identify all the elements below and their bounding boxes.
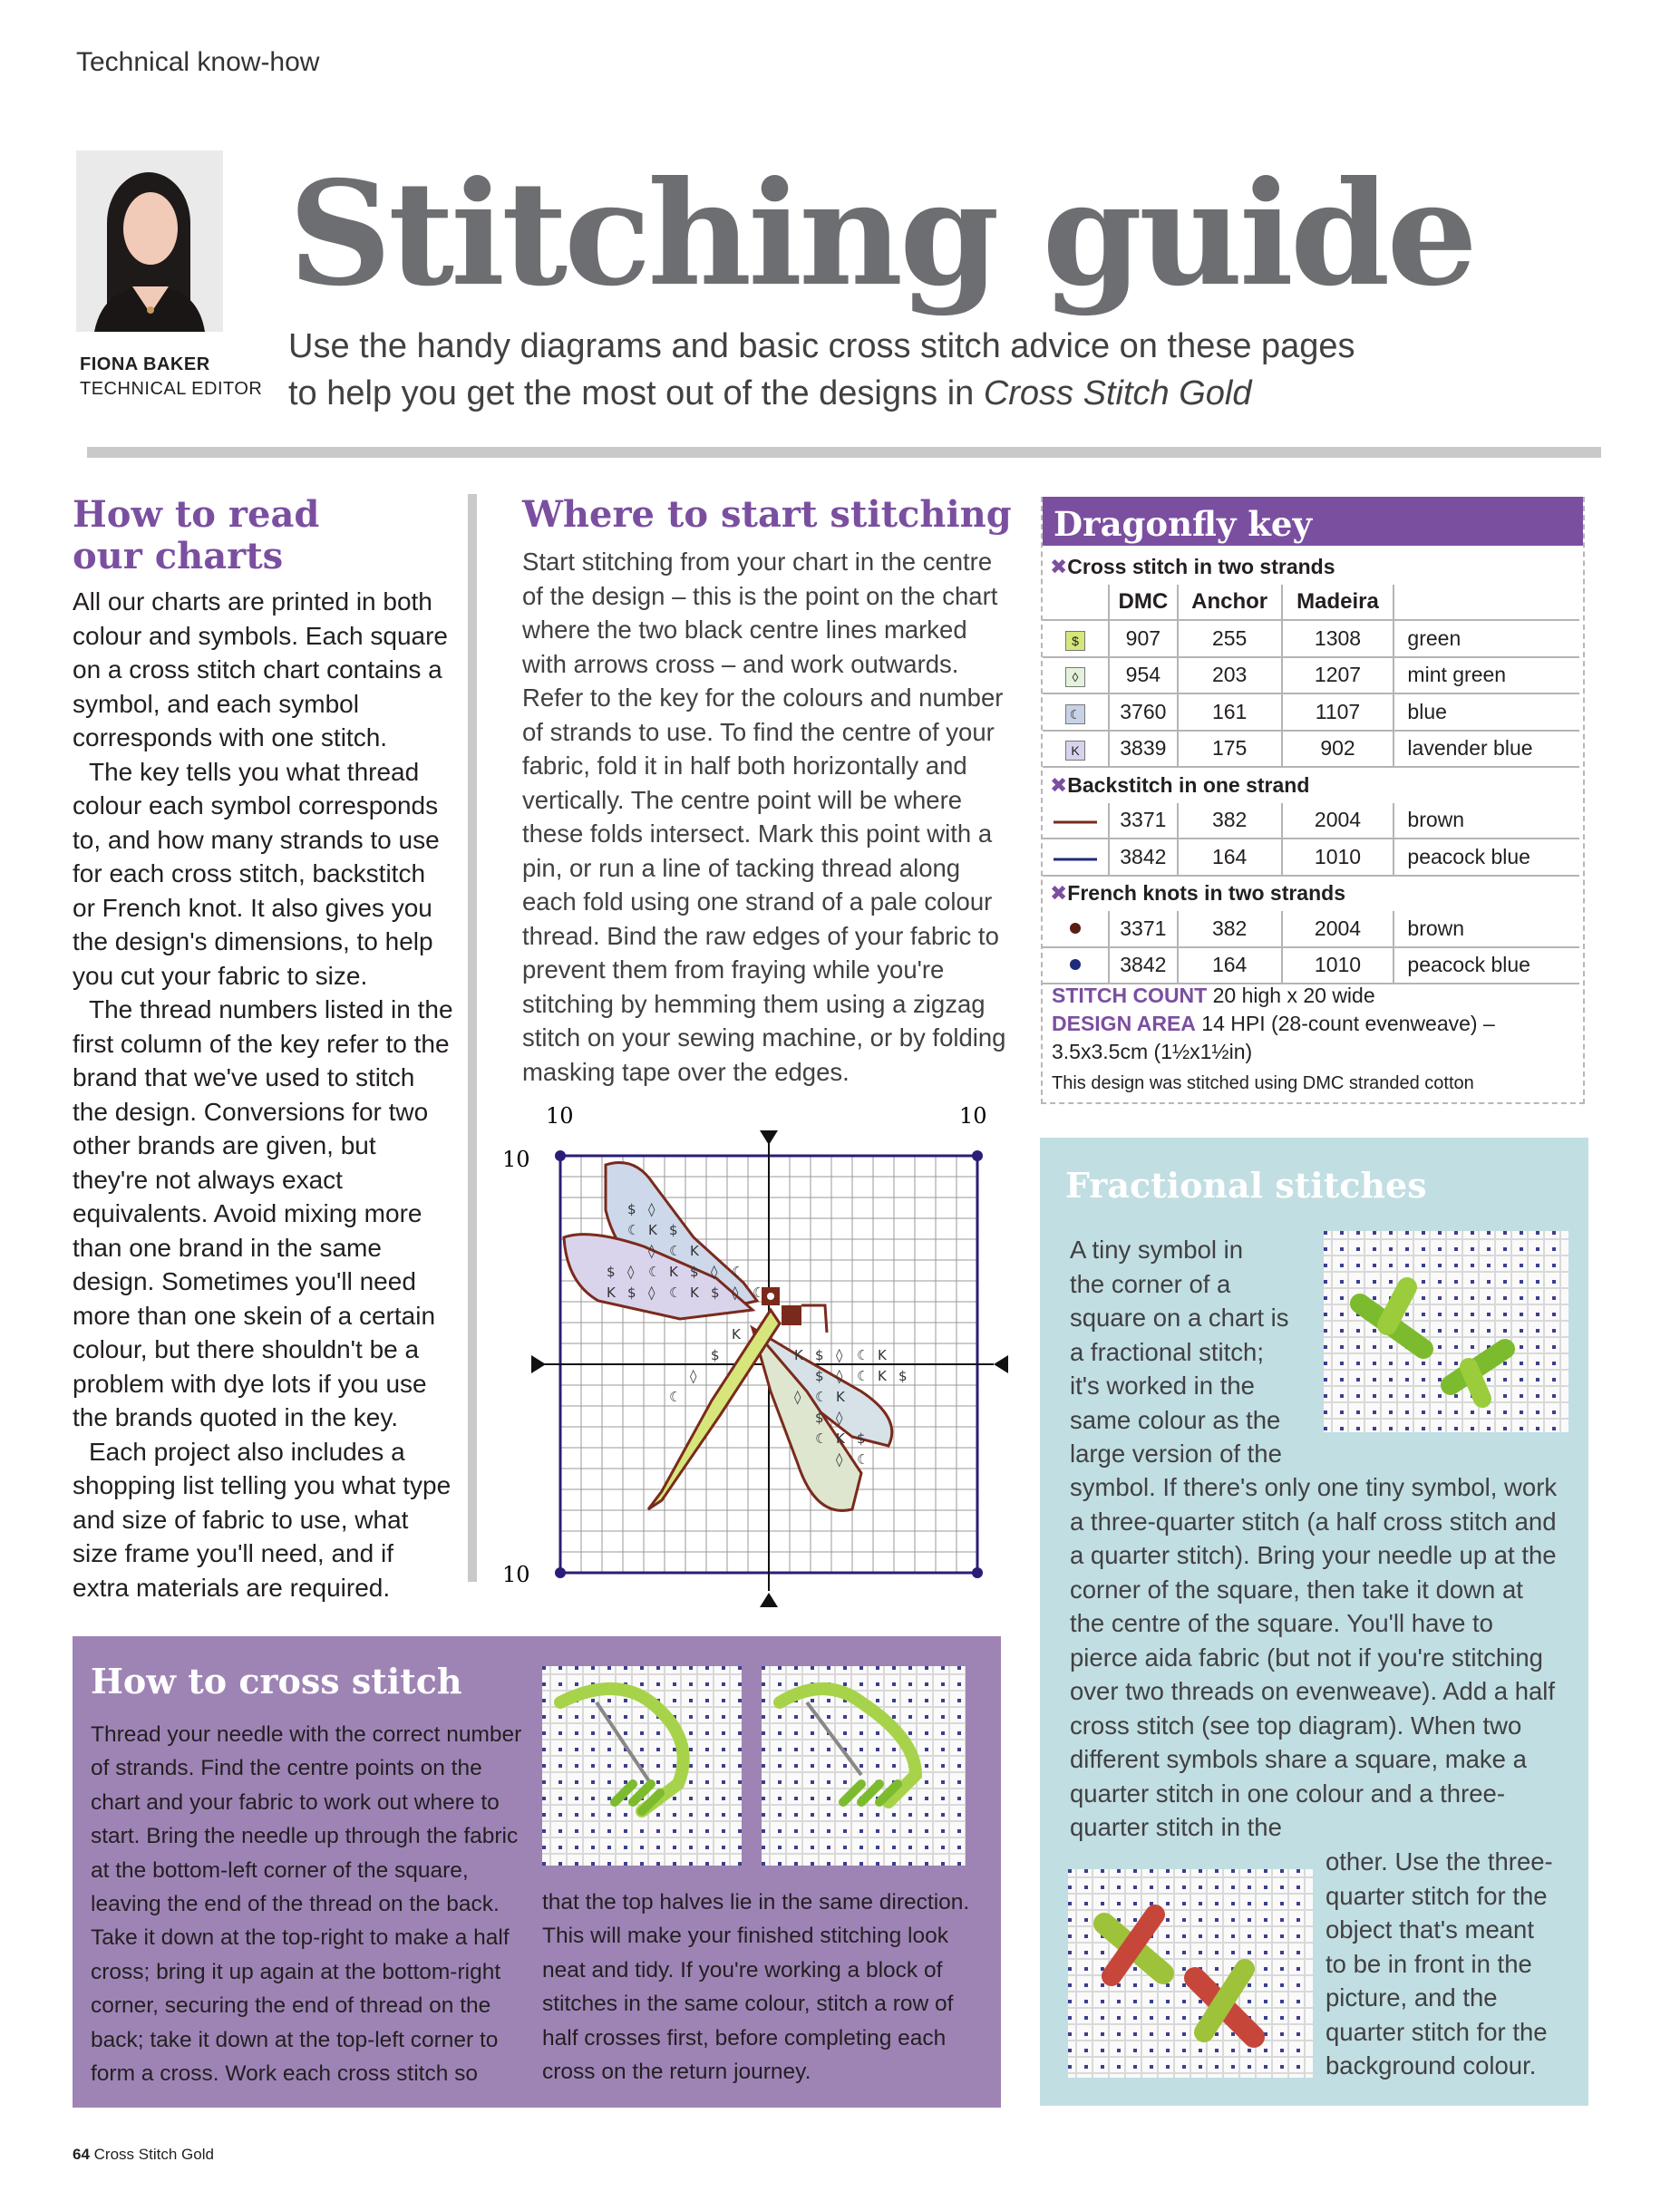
column-divider: [468, 494, 477, 1582]
symbol-k-icon: K: [1065, 741, 1085, 761]
anchor-value: 382: [1178, 911, 1282, 947]
text-line: A tiny symbol in: [1070, 1236, 1244, 1264]
paragraph: The key tells you what thread colour each symbol corresponds to, and how many strands to use for each cross stitch, backstitch or French knot. It also gives you the design's dimensions, to help you cut your fabric to size.: [73, 757, 440, 990]
anchor-value: 175: [1178, 731, 1282, 768]
chart-symbol: $: [607, 1264, 616, 1280]
chart-symbol: ◊: [627, 1264, 635, 1280]
chart-symbol: K: [607, 1285, 616, 1301]
paragraph: All our charts are printed in both colour and symbols. Each square on a cross stitch chart contains a symbol, and each symbol corresponds with one stitch.: [73, 587, 448, 751]
page-title: Stitching guide: [288, 150, 1474, 318]
text-line: a fractional stitch;: [1070, 1337, 1264, 1366]
chart-label-top-left: 10: [546, 1103, 574, 1129]
chart-symbol: ☾: [669, 1285, 682, 1301]
chart-symbol: ☾: [857, 1368, 869, 1384]
colour-name: brown: [1394, 803, 1579, 839]
dragonfly-chart: [499, 1101, 1014, 1618]
chart-symbol: K: [690, 1243, 699, 1259]
key-note: This design was stitched using DMC stranded cotton: [1052, 1073, 1474, 1093]
dragonfly-eye: [767, 1293, 774, 1300]
chart-symbol: K: [732, 1326, 741, 1343]
text-line: quarter stitch for the: [1326, 1881, 1548, 1910]
arrow-left-icon: [531, 1355, 546, 1373]
chart-symbol: ☾: [753, 1285, 765, 1301]
anchor-value: 203: [1178, 657, 1282, 694]
backstitch-label-text: Backstitch in one strand: [1067, 772, 1310, 797]
cross-stitch-diagram-1: [542, 1666, 742, 1866]
section-label: Technical know-how: [76, 47, 320, 77]
corner-knot: [972, 1567, 983, 1578]
chart-label-top-right: 10: [959, 1103, 987, 1129]
chart-symbol: ☾: [857, 1451, 869, 1468]
corner-knot: [555, 1567, 566, 1578]
key-header-dmc: DMC: [1109, 585, 1178, 621]
how-to-read-heading-line1: How to read: [73, 493, 320, 536]
corner-knot: [972, 1150, 983, 1161]
dmc-value: 3371: [1109, 803, 1178, 839]
how-to-read-section: [73, 494, 453, 1604]
where-to-start-body: Start stitching from your chart in the centre of the design – this is the point on the chart where the two black centre lines marked with arrows cross – and work outwards. Refer to the key for the colours and number of strands to use. To find the centre of your fabric, fold it in half both horizontally and vertically. The centre point will be where these folds intersect. Mark this point with a pin, or run a line of tacking thread along each fold using one strand of a pale colour thread. Bind the raw edges of your fabric to prevent them from fraying while you're stitching by hemming them using a zigzag stitch on your sewing machine, or by folding masking tape over the edges.: [522, 548, 1006, 1086]
text-line: same colour as the: [1070, 1405, 1281, 1434]
key-header-madeira: Madeira: [1282, 585, 1394, 621]
text-line: picture, and the: [1326, 1983, 1498, 2012]
chart-symbol: ☾: [669, 1243, 682, 1259]
dmc-value: 954: [1109, 657, 1178, 694]
how-to-read-heading: [73, 494, 453, 577]
text-line: square on a chart is: [1070, 1304, 1289, 1332]
chart-symbol: ☾: [857, 1347, 869, 1363]
intro-line-1: Use the handy diagrams and basic cross stitch advice on these pages: [288, 327, 1355, 365]
chart-symbol: ◊: [648, 1243, 655, 1259]
intro-text: [288, 323, 1376, 417]
key-title: Dragonfly key: [1054, 504, 1312, 544]
anchor-value: 164: [1178, 839, 1282, 876]
key-row: [1043, 657, 1579, 694]
french-knots-label-text: French knots in two strands: [1067, 881, 1345, 906]
key-row: [1043, 803, 1579, 839]
fractional-stitches-heading: Fractional stitches: [1065, 1165, 1427, 1206]
chart-symbol: ◊: [794, 1389, 801, 1405]
dmc-value: 3842: [1109, 947, 1178, 984]
key-header-blank: [1043, 585, 1109, 621]
knot-brown-icon: [1068, 921, 1083, 936]
chart-symbol: ◊: [711, 1264, 718, 1280]
chart-symbol: $: [669, 1222, 678, 1238]
madeira-value: 1308: [1282, 620, 1394, 657]
paragraph: Each project also includes a shopping list telling you what type and size of fabric to use, what size frame you'll need, and if extra materials are required.: [73, 1437, 452, 1602]
fractional-text-middle: symbol. If there's only one tiny symbol, work a three-quarter stitch (a half cross stitch and a quarter stitch). Bring your needle up at the corner of the square, then take it down at the centre of the square. You'll have to pierce aida fabric (but not if you're stitching over two threads on evenweave). Add a half cross stitch (see top diagram). When two different symbols share a square, make a quarter stitch in one colour and a three-quarter stitch in the: [1070, 1473, 1558, 1841]
chart-symbol: $: [627, 1201, 636, 1217]
chart-symbol: K: [794, 1347, 803, 1363]
stitch-count: [1052, 982, 1578, 1010]
arrow-bottom-icon: [760, 1593, 778, 1607]
cross-icon: ✖: [1050, 772, 1068, 797]
cross-stitch-diagram-2: [762, 1666, 966, 1866]
chart-symbol: ◊: [648, 1201, 655, 1217]
arrow-top-icon: [760, 1130, 778, 1145]
chart-symbol: $: [815, 1410, 824, 1426]
chart-symbol: $: [898, 1368, 908, 1384]
how-to-cross-stitch-heading: How to cross stitch: [91, 1661, 462, 1701]
chart-symbol: $: [857, 1430, 866, 1447]
anchor-value: 164: [1178, 947, 1282, 984]
colour-name: blue: [1394, 693, 1579, 731]
backstitch-blue-icon: [1052, 855, 1099, 864]
paragraph: The thread numbers listed in the first column of the key refer to the brand that we've used to stitch the design. Conversions for two other brands are given, but they're not always exact equivalents. Avoid mixing more than one brand in the same design. Sometimes you'll need more than one skein of a certain colour, but there shouldn't be a problem with dye lots if you use the brands quoted in the key.: [73, 995, 453, 1431]
chart-symbol: K: [878, 1368, 887, 1384]
colour-name: brown: [1394, 911, 1579, 947]
fractional-text-top: [1070, 1233, 1306, 1471]
text-line: it's worked in the: [1070, 1372, 1255, 1400]
chart-symbol: ◊: [648, 1285, 655, 1301]
text-line: the corner of a: [1070, 1269, 1231, 1298]
chart-label-left-top: 10: [502, 1147, 530, 1172]
how-to-cross-stitch-col2: that the top halves lie in the same direction. This will make your finished stitching look neat and tidy. If you're working a block of stitches in the same colour, stitch a row of half crosses first, before completing each cross on the return journey.: [542, 1890, 970, 2085]
editor-photo: [76, 150, 223, 332]
chart-symbol: K: [836, 1430, 845, 1447]
chart-symbol: $: [815, 1368, 824, 1384]
key-row: [1043, 839, 1579, 876]
stitch-count-value: 20 high x 20 wide: [1212, 984, 1375, 1007]
header-divider: [87, 447, 1601, 458]
chart-symbol: K: [836, 1389, 845, 1405]
chart-symbol: ☾: [815, 1430, 828, 1447]
cross-icon: ✖: [1050, 554, 1068, 578]
dmc-value: 3760: [1109, 693, 1178, 731]
colour-name: peacock blue: [1394, 947, 1579, 984]
backstitch-brown-icon: [1052, 818, 1099, 827]
stitch-count-label: STITCH COUNT: [1052, 984, 1208, 1007]
chart-symbol: ◊: [732, 1285, 739, 1301]
dmc-value: 3842: [1109, 839, 1178, 876]
dmc-value: 3839: [1109, 731, 1178, 768]
chart-symbol: K: [878, 1347, 887, 1363]
how-to-read-body: [73, 585, 453, 1604]
anchor-value: 382: [1178, 803, 1282, 839]
cross-stitch-label-text: Cross stitch in two strands: [1067, 554, 1335, 578]
magazine-footer-name: Cross Stitch Gold: [93, 2146, 214, 2163]
chart-symbol: ☾: [815, 1389, 828, 1405]
chart-symbol: K: [690, 1285, 699, 1301]
magazine-name: Cross Stitch Gold: [983, 374, 1252, 412]
madeira-value: 1010: [1282, 839, 1394, 876]
colour-name: lavender blue: [1394, 731, 1579, 768]
french-knots-label: [1043, 876, 1579, 912]
how-to-cross-stitch-col1: Thread your needle with the correct number of strands. Find the centre points on the chart and your fabric to work out where to start. Bring the needle up through the fabric at the bottom-left corner of the square, leaving the end of the thread on the back. Take it down at the top-right to make a half cross; bring it up again at the bottom-right corner, securing the end of thread on the back; take it down at the top-left corner to form a cross. Work each cross stitch so: [91, 1722, 522, 2087]
key-row: [1043, 947, 1579, 984]
three-quarter-stitch-diagram: [1324, 1231, 1568, 1432]
chart-label-left-bottom: 10: [502, 1562, 530, 1587]
chart-symbol: K: [648, 1222, 657, 1238]
key-meta: [1052, 982, 1578, 1066]
chart-symbol: ◊: [836, 1347, 843, 1363]
design-area: [1052, 1010, 1578, 1066]
cross-icon: ✖: [1050, 881, 1068, 906]
intro-line-2-prefix: to help you get the most out of the designs in: [288, 374, 984, 412]
chart-symbol: ◊: [836, 1410, 843, 1426]
chart-symbol: $: [711, 1285, 720, 1301]
chart-symbol: $: [711, 1347, 720, 1363]
colour-name: mint green: [1394, 657, 1579, 694]
chart-symbol: $: [690, 1264, 699, 1280]
key-header: [1043, 497, 1583, 546]
intro-line-2: [288, 370, 1376, 417]
madeira-value: 2004: [1282, 803, 1394, 839]
design-area-label: DESIGN AREA: [1052, 1012, 1196, 1035]
chart-symbol: ☾: [627, 1222, 640, 1238]
colour-name: green: [1394, 620, 1579, 657]
chart-symbol: $: [627, 1285, 636, 1301]
key-row: [1043, 911, 1579, 947]
corner-knot: [555, 1150, 566, 1161]
key-table: [1043, 549, 1579, 984]
madeira-value: 902: [1282, 731, 1394, 768]
design-area-value: 14 HPI (28-count evenweave) – 3.5x3.5cm (1½x1½in): [1052, 1012, 1495, 1063]
where-to-start-heading: Where to start stitching: [522, 493, 1012, 536]
knot-blue-icon: [1068, 957, 1083, 972]
key-header-anchor: Anchor: [1178, 585, 1282, 621]
key-row: [1043, 693, 1579, 731]
chart-symbol: ◊: [836, 1368, 843, 1384]
anchor-value: 255: [1178, 620, 1282, 657]
dmc-value: 3371: [1109, 911, 1178, 947]
page-footer: [73, 2146, 214, 2164]
key-row: [1043, 620, 1579, 657]
cross-stitch-label: [1043, 549, 1579, 585]
fractional-text-bottom: [1326, 1845, 1570, 2083]
madeira-value: 1207: [1282, 657, 1394, 694]
backstitch-label: [1043, 767, 1579, 803]
page-number: 64: [73, 2146, 90, 2163]
key-row: [1043, 731, 1579, 768]
symbol-dollar-icon: $: [1065, 631, 1085, 651]
text-line: other. Use the three-: [1326, 1847, 1553, 1876]
symbol-diamond-icon: ◊: [1065, 667, 1085, 687]
chart-symbol: ☾: [648, 1264, 661, 1280]
arrow-right-icon: [994, 1355, 1008, 1373]
byline-role: TECHNICAL EDITOR: [80, 379, 263, 399]
madeira-value: 2004: [1282, 911, 1394, 947]
anchor-value: 161: [1178, 693, 1282, 731]
text-line: object that's meant: [1326, 1915, 1534, 1944]
key-header-name: [1394, 585, 1579, 621]
text-line: quarter stitch for the: [1326, 2017, 1548, 2046]
madeira-value: 1107: [1282, 693, 1394, 731]
text-line: large version of the: [1070, 1440, 1282, 1468]
text-line: to be in front in the: [1326, 1949, 1532, 1978]
text-line: background colour.: [1326, 2051, 1537, 2080]
byline-name: FIONA BAKER: [80, 354, 210, 374]
chart-symbol: ☾: [732, 1264, 744, 1280]
dragonfly-head: [782, 1305, 801, 1325]
chart-symbol: ◊: [690, 1368, 697, 1384]
colour-name: peacock blue: [1394, 839, 1579, 876]
how-to-read-heading-line2: our charts: [73, 535, 284, 577]
where-to-start-section: [522, 494, 1012, 1089]
dmc-value: 907: [1109, 620, 1178, 657]
chart-symbol: ◊: [836, 1451, 843, 1468]
two-colour-stitch-diagram: [1068, 1869, 1313, 2078]
madeira-value: 1010: [1282, 947, 1394, 984]
chart-symbol: K: [669, 1264, 678, 1280]
symbol-moon-icon: ☾: [1065, 704, 1085, 724]
chart-symbol: ☾: [669, 1389, 682, 1405]
chart-symbol: $: [815, 1347, 824, 1363]
